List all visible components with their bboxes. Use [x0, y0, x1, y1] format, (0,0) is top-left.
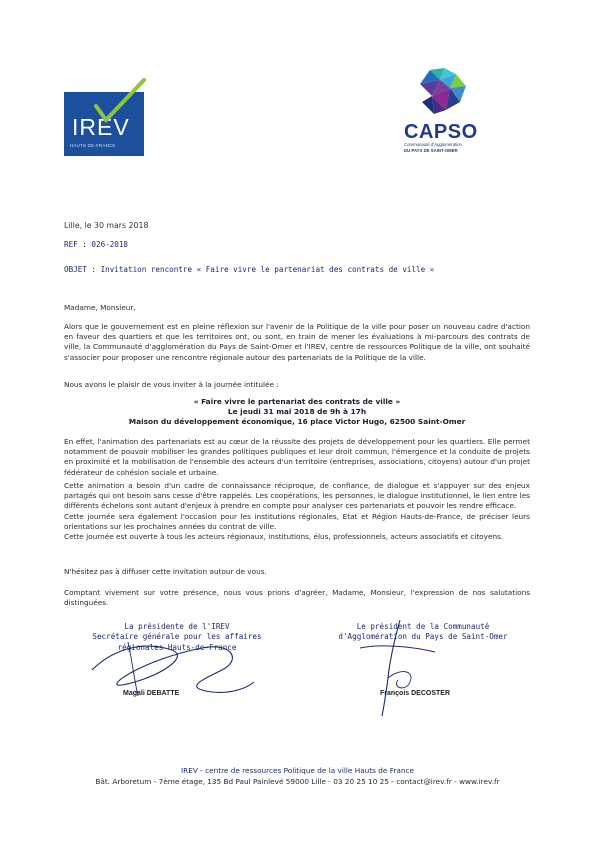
capso-logo-word: CAPSO: [404, 121, 478, 143]
irev-logo-tagline: HAUTS-DE-FRANCE: [70, 143, 116, 148]
paragraph-animation-part2: Cette journée sera également l'occasion pour les institutions régionales, Etat et Région Hauts-de-France, de préciser leurs orientations sur les prochaines années du contrat de ville.: [64, 511, 530, 531]
footer-contact: Bât. Arboretum - 7ème étage, 135 Bd Paul Painlevé 59000 Lille - 03 20 25 10 25 - contact@irev.fr - www.irev.fr: [95, 777, 500, 786]
irev-checkmark-icon: [92, 76, 152, 126]
signatory-right-name: François DECOSTER: [380, 690, 451, 697]
salutation: Madame, Monsieur,: [64, 303, 136, 312]
paragraph-invitation: Nous avons le plaisir de vous inviter à la journée intitulée :: [64, 380, 279, 389]
paragraph-share: N'hésitez pas à diffuser cette invitation autour de vous.: [64, 567, 267, 576]
capso-logo-subtitle: Communauté d'Agglomération: [404, 142, 462, 147]
signatory-right-title-2: d'Agglomération du Pays de Saint-Omer: [338, 632, 508, 642]
paragraph-animation-part3: Cette journée est ouverte à tous les acteurs régionaux, institutions, élus, professionnels, acteurs associatifs et citoyens.: [64, 532, 504, 542]
letter-subject: OBJET : Invitation rencontre « Faire vivre le partenariat des contrats de ville »: [64, 265, 435, 274]
signatory-left-name: Magali DEBATTE: [123, 690, 180, 697]
paragraph-closing: Comptant vivement sur votre présence, nous vous prions d'agréer, Madame, Monsieur, l'expression de nos salutations distinguées.: [64, 588, 530, 608]
paragraph-animation: [64, 481, 530, 542]
event-title: « Faire vivre le partenariat des contrats de ville »: [193, 397, 401, 406]
handwritten-signature-left: [82, 630, 262, 710]
letter-date: Lille, le 30 mars 2018: [64, 221, 149, 230]
capso-emblem-icon: [410, 66, 476, 122]
signatory-left-title-1: La présidente de l'IREV: [124, 622, 230, 631]
handwritten-signature-right: [340, 618, 450, 718]
capso-logo-subtitle-2: DU PAYS DE SAINT-OMER: [404, 148, 458, 153]
event-date: Le jeudi 31 mai 2018 de 9h à 17h: [227, 406, 367, 416]
signatory-right-title-1: Le président de la Communauté: [356, 622, 490, 631]
paragraph-animation-part1: Cette animation a besoin d'un cadre de connaissance réciproque, de confiance, de dialogue et s'appuyer sur des enjeux partagés qui ont besoin sans cesse d'être rappelés. Les coopérations, les personnes, le dialogue institutionnel, le lien entre les différents échelons sont autant d'enjeux à prendre en compte pour analyser ces partenariats et pouvoir les rendre efficace.: [64, 481, 530, 511]
signatory-left-title-3: régionales Hauts-de-France: [117, 642, 237, 652]
paragraph-partnerships: En effet, l'animation des partenariats est au cœur de la réussite des projets de développement pour les quartiers. Elle permet notamment de pouvoir mobiliser les grandes politiques publiques et leur droit commun, l'émergence et la conduite de projets en proximité et la mobilisation de l'ensemble des acteurs d'un territoire (entreprises, associations, citoyens) autour d'un projet fédérateur de cohésion sociale et urbaine.: [64, 437, 530, 477]
event-place: Maison du développement économique, 16 place Victor Hugo, 62500 Saint-Omer: [128, 416, 466, 426]
irev-logo-word: IREV: [72, 114, 130, 140]
letter-reference: REF : 026-2018: [64, 240, 129, 249]
signatory-left-title-2: Secrétaire générale pour les affaires: [92, 632, 262, 642]
event-details: [64, 397, 530, 426]
paragraph-intro: Alors que le gouvernement est en pleine réflexion sur l'avenir de la Politique de la ville pour poser un nouveau cadre d'action en faveur des quartiers et que les territoires ont, ou sont, en train de mener les évaluations à mi-parcours des contrats de ville, la Communauté d'agglomération du Pays de Saint-Omer et l'IREV, centre de ressources Politique de la ville, ont souhaité s'associer pour proposer une rencontre régionale autour des partenariats de la Politique de la ville.: [64, 322, 530, 362]
footer-organisation: IREV - centre de ressources Politique de la ville Hauts de France: [180, 766, 414, 775]
